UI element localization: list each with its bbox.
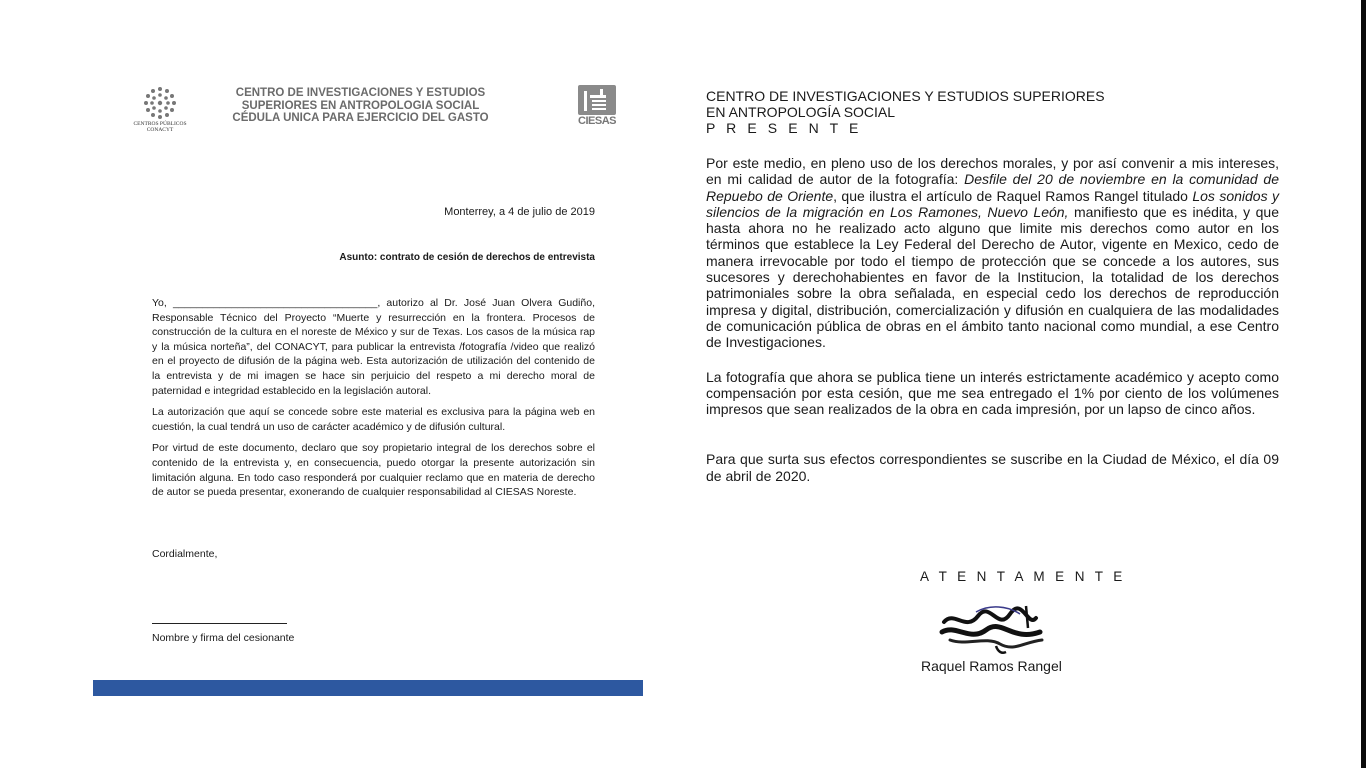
body-paragraph-3: Por virtud de este documento, declaro que soy propietario integral de los derechos sobre el contenido de la entrevista y, en consecuencia, puedo otorgar la presente autorización sin limitación alguna. En todo caso responderá por cualquier reclamo que en materia de derecho de autor se pueda presentar, exonerando de cualquier responsabilidad al CIESAS Noreste. [152,442,595,499]
right-letter-page [706,88,1279,674]
photo-title: Desfile del 20 de noviembre en la comunidad de Repuebo de Oriente [706,171,1279,204]
presente-line: P R E S E N T E [706,120,862,136]
letter-closing: Cordialmente, [152,548,218,560]
letterhead-line-1: CENTRO DE INVESTIGACIONES Y ESTUDIOS [235,87,486,99]
footer-bar [93,680,643,696]
handwritten-signature [936,602,1046,656]
body-paragraph-2: La autorización que aquí se concede sobre este material es exclusiva para la página web en cuestión, la cual tendrá un uso de carácter académico y de difusión cultural. [152,406,595,433]
atentamente-label: A T E N T A M E N T E [920,569,1126,584]
ciesas-building-icon [578,85,616,115]
p1-rest: manifiesto que es inédita, y que hasta ahora no he realizado acto alguno que limite mis derechos como autor en los términos que establece la Ley Federal del Derecho de Autor, vigente en Mexico, cedo de manera irrevocable por todo el tiempo de protección que se concede a los autores, sus sucesores y derechohabientes en favor de la Institucion, la totalidad de los derechos patrimoniales sobre la obra señalada, en especial cedo los derechos de reproducción impresa y digital, distribución, comercialización y difusión en cualquiera de las modalidades de comunicación pública de obras en el ámbito tanto nacional como mundial, a ese Centro de Investigaciones. [706,203,1279,351]
signature-label: Nombre y firma del cesionante [152,632,295,644]
compensation-paragraph: La fotografía que ahora se publica tiene un interés estrictamente académico y acepto como compensación por esta cesión, que me sea entregado el 1% por ciento de los volúmenes impresos que sean realizados de la obra en cada impresión, por un lapso de cinco años. [706,368,1279,418]
conacyt-logo [131,86,189,136]
left-letter-page [93,78,643,696]
letter-subject: Asunto: contrato de cesión de derechos de entrevista [339,252,595,263]
signature-line [152,623,287,624]
place-date-paragraph: Para que surta sus efectos correspondientes se suscribe en la Ciudad de México, el día 09 de abril de 2020. [706,451,1279,484]
ciesas-logo-text: CIESAS [578,115,616,127]
body-paragraph-1: Yo, ___________________________________, autorizo al Dr. José Juan Olvera Gudiño, Responsable Técnico del Proyecto “Muerte y resurrección en la frontera. Procesos de construcción de la cultura en el noreste de México y sur de Texas. Los casos de la música rap y la música norteña”, del CONACYT, para publicar la entrevista /fotografía /video que realizó en el proyecto de difusión de la página web. Esta autorización de utilización del contenido de la entrevista y de mi imagen se hace sin perjuicio del respeto a mi derecho moral de paternidad e integridad establecido en la legislación autoral. [152,297,595,397]
letter-date: Monterrey, a 4 de julio de 2019 [444,206,595,218]
signer-name: Raquel Ramos Rangel [921,658,1062,674]
article-title: Los sonidos y silencios de la migración en Los Ramones, Nuevo León, [706,187,1279,220]
window-edge [1361,0,1366,768]
letter-body [152,296,595,507]
addressee-line-1: CENTRO DE INVESTIGACIONES Y ESTUDIOS SUPERIORES [706,88,1105,104]
ciesas-logo [577,85,617,133]
addressee-line-2: EN ANTROPOLOGÍA SOCIAL [706,104,896,120]
conacyt-caption: CENTROS PÚBLICOS CONACYT [133,121,187,133]
conacyt-dots-icon [143,86,177,120]
addressee-block [706,88,1279,136]
letterhead-line-3: CÉDULA UNICA PARA EJERCICIO DEL GASTO [232,112,489,124]
cession-paragraph [706,155,1279,351]
p1-middle: , que ilustra el artículo de Raquel Ramos Rangel titulado [833,187,1193,204]
letterhead-titles [213,87,508,125]
p1-intro: Por este medio, en pleno uso de los derechos morales, y por así convenir a mis intereses, en mi calidad de autor de la fotografía: [706,155,1279,188]
letterhead-line-2: SUPERIORES EN ANTROPOLOGIA SOCIAL [241,99,480,112]
